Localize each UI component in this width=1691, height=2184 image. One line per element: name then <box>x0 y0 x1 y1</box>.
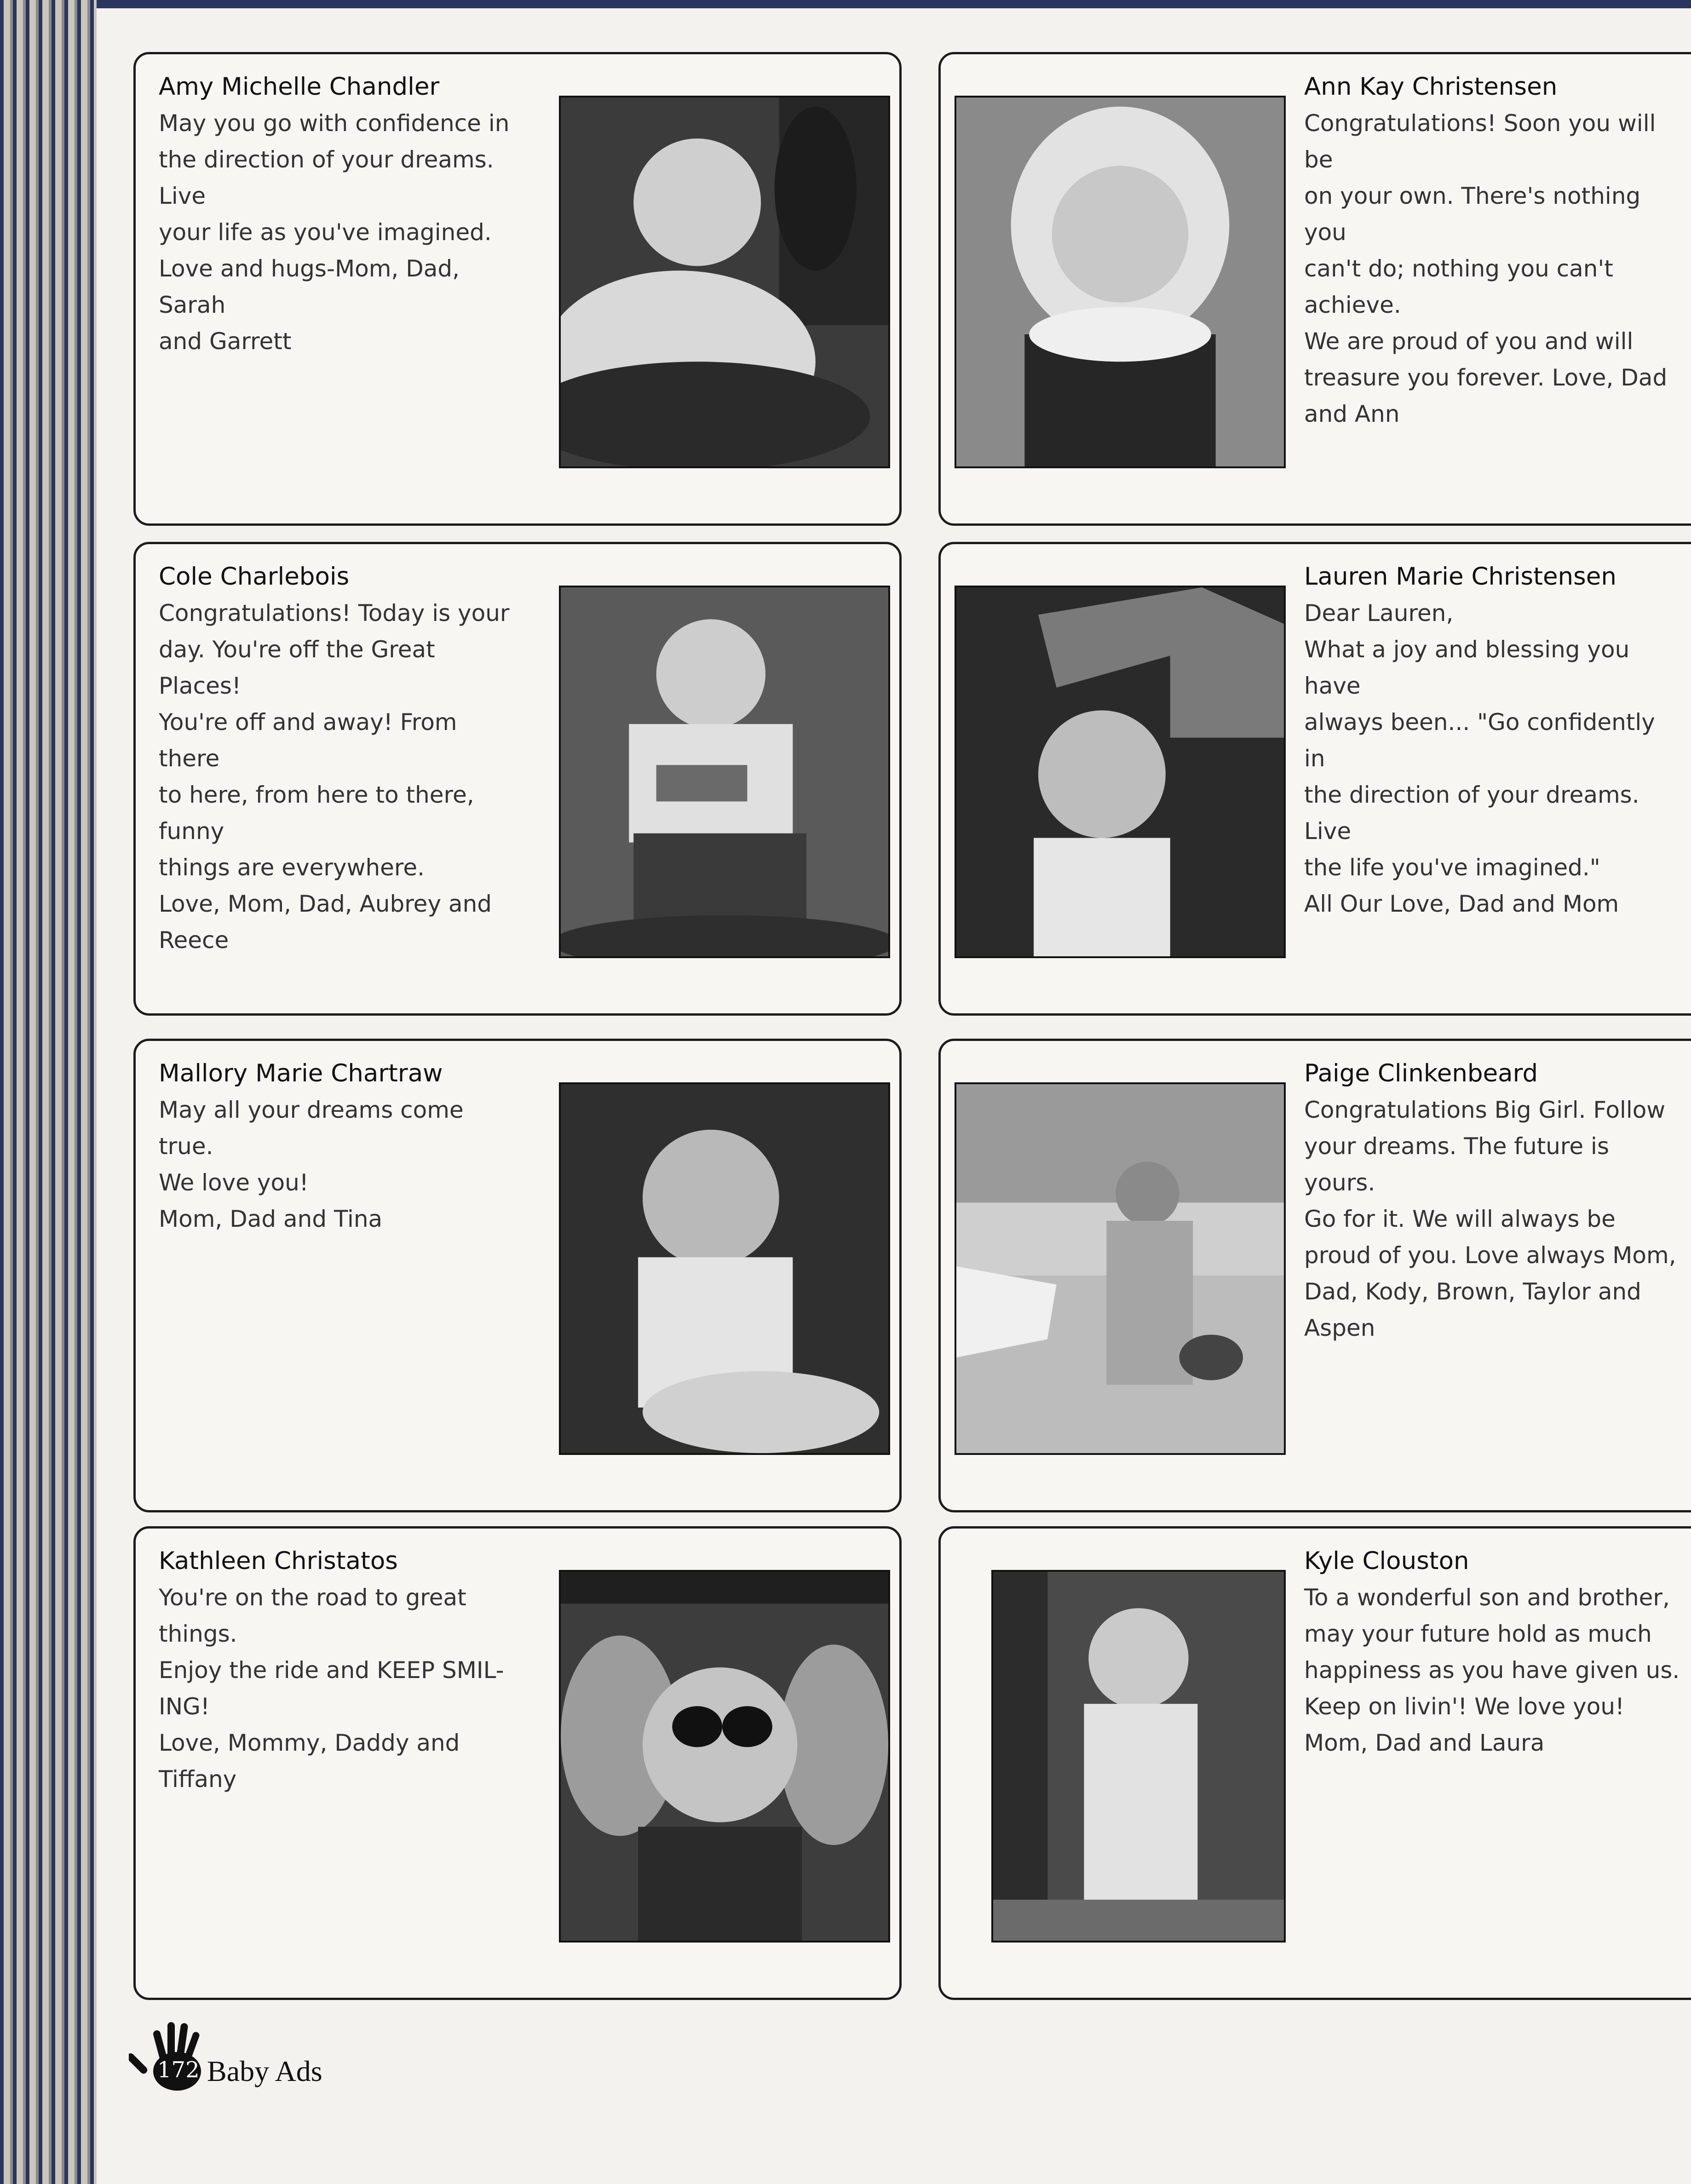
baby-photo <box>559 1570 890 1943</box>
ad-message: May all your dreams come true. We love you! Mom, Dad and Tina <box>159 1097 464 1232</box>
yearbook-page <box>97 8 1691 2184</box>
ad-text <box>159 73 518 360</box>
ad-text <box>1304 563 1681 922</box>
ad-name: Kyle Clouston <box>1304 1547 1469 1575</box>
ad-name: Amy Michelle Chandler <box>159 73 440 101</box>
ad-text <box>1304 1547 1681 1761</box>
ad-message: Dear Lauren, What a joy and blessing you have always been... "Go confidently in the direction of your dreams. Live the life you've imagined." All Our Love, Dad and Mom <box>1304 600 1655 917</box>
ad-text <box>1304 73 1681 432</box>
baby-photo <box>955 1082 1286 1455</box>
ad-name: Kathleen Christatos <box>159 1547 398 1575</box>
ad-message: May you go with confidence in the direction of your dreams. Live your life as you've imagined. Love and hugs-Mom, Dad, Sarah and Garrett <box>159 110 510 355</box>
ad-message: Congratulations Big Girl. Follow your dreams. The future is yours. Go for it. We will always be proud of you. Love always Mom, Dad, Kody, Brown, Taylor and Aspen <box>1304 1097 1676 1341</box>
ad-message: Congratulations! Today is your day. You're off the Great Places! You're off and away! From there to here, from here to there, funny things are everywhere. Love, Mom, Dad, Aubrey and Reece <box>159 600 510 954</box>
page-number: 172 <box>157 2057 200 2083</box>
baby-ad-card <box>133 52 902 526</box>
ad-name: Mallory Marie Chartraw <box>159 1059 443 1087</box>
baby-photo <box>559 586 890 958</box>
ad-message: You're on the road to great things. Enjoy the ride and KEEP SMIL- ING! Love, Mommy, Daddy and Tiffany <box>159 1584 504 1793</box>
baby-photo <box>559 96 890 468</box>
baby-ad-card <box>938 542 1691 1016</box>
baby-photo <box>559 1082 890 1455</box>
baby-ad-card <box>133 542 902 1016</box>
ad-text <box>1304 1059 1681 1346</box>
section-label: Baby Ads <box>207 2055 322 2087</box>
baby-photo <box>955 586 1286 958</box>
ad-text <box>159 1547 518 1798</box>
baby-photo <box>991 1570 1286 1943</box>
ad-message: To a wonderful son and brother, may your future hold as much happiness as you have given us. Keep on livin'! We love you! Mom, Dad and Laura <box>1304 1584 1680 1756</box>
ad-text <box>159 1059 518 1237</box>
ad-name: Ann Kay Christensen <box>1304 73 1558 101</box>
ad-name: Cole Charlebois <box>159 563 350 591</box>
page-footer <box>129 2018 451 2092</box>
ad-message: Congratulations! Soon you will be on your own. There's nothing you can't do; nothing you can't achieve. We are proud of you and will treasure you forever. Love, Dad and Ann <box>1304 110 1668 427</box>
baby-ad-card <box>938 52 1691 526</box>
ad-name: Lauren Marie Christensen <box>1304 563 1616 591</box>
baby-ad-card <box>133 1039 902 1512</box>
baby-photo <box>955 96 1286 468</box>
ad-name: Paige Clinkenbeard <box>1304 1059 1538 1087</box>
book-cover-edge <box>0 0 1691 8</box>
baby-ad-card <box>938 1526 1691 2000</box>
baby-ad-card <box>133 1526 902 2000</box>
ad-text <box>159 563 518 959</box>
page-stack-edge <box>0 0 97 2184</box>
baby-ad-card <box>938 1039 1691 1512</box>
